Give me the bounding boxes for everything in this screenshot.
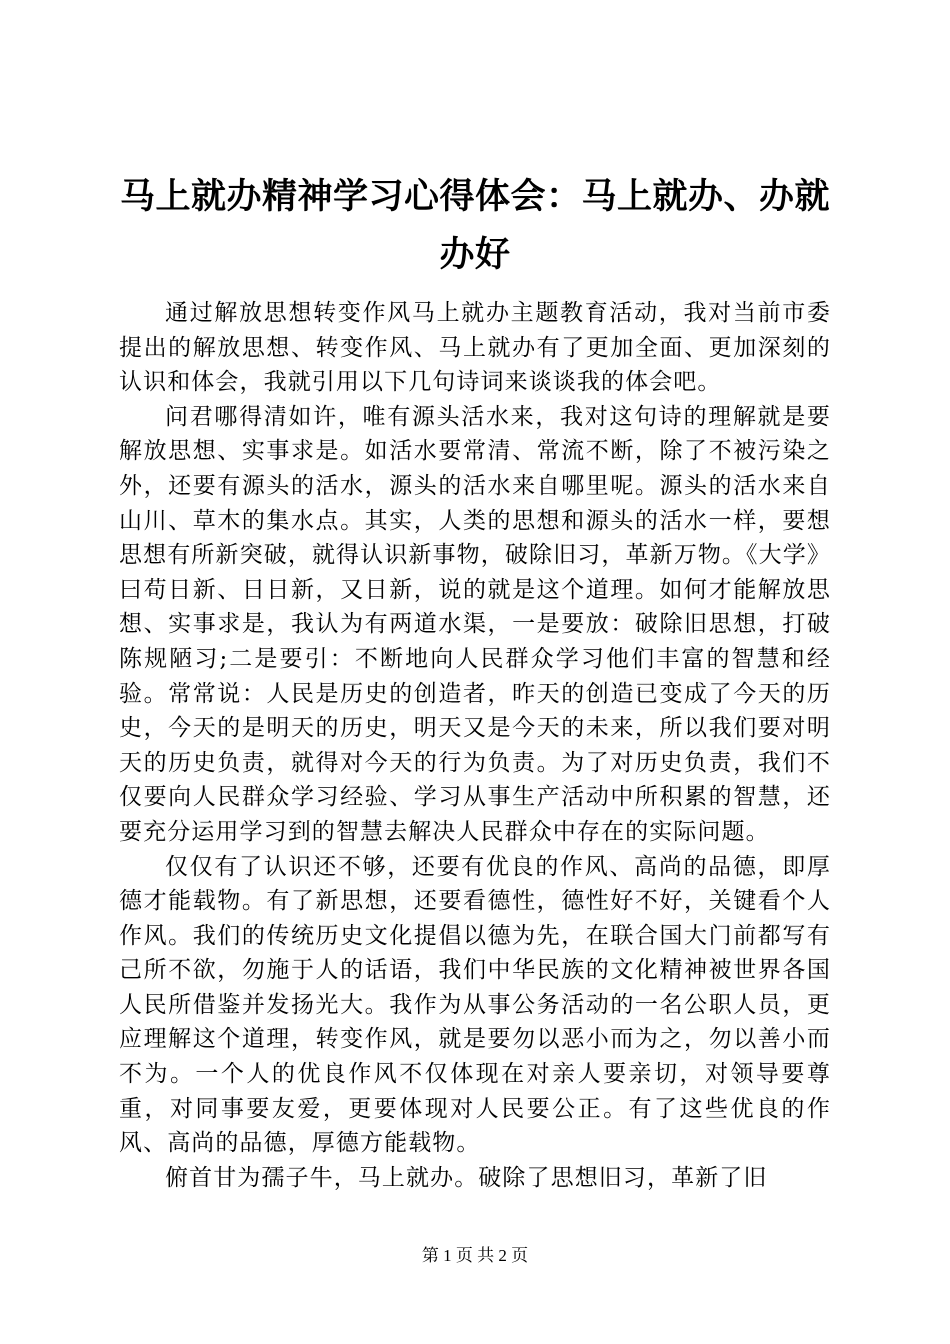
document-title: 马上就办精神学习心得体会：马上就办、办就办好 xyxy=(120,177,831,275)
document-body xyxy=(119,296,831,1195)
page-footer: 第 1 页 共 2 页 xyxy=(421,1246,529,1265)
paragraph-3: 仅仅有了认识还不够，还要有优良的作风、高尚的品德，即厚德才能载物。有了新思想，还要看德性，德性好不好，关键看个人作风。我们的传统历史文化提倡以德为先，在联合国大门前都写有己所不欲，勿施于人的话语，我们中华民族的文化精神被世界各国人民所借鉴并发扬光大。我作为从事公务活动的一名公职人员，更应理解这个道理，转变作风，就是要勿以恶小而为之，勿以善小而不为。一个人的优良作风不仅体现在对亲人要亲切，对领导要尊重，对同事要友爱，更要体现对人民要公正。有了这些优良的作风、高尚的品德，厚德方能载物。 xyxy=(119,853,831,1157)
paragraph-1: 通过解放思想转变作风马上就办主题教育活动，我对当前市委提出的解放思想、转变作风、马上就办有了更加全面、更加深刻的认识和体会，我就引用以下几句诗词来谈谈我的体会吧。 xyxy=(119,300,831,396)
paragraph-2: 问君哪得清如许，唯有源头活水来，我对这句诗的理解就是要解放思想、实事求是。如活水要常清、常流不断，除了不被污染之外，还要有源头的活水，源头的活水来自哪里呢。源头的活水来自山川、草木的集水点。其实，人类的思想和源头的活水一样，要想思想有所新突破，就得认识新事物，破除旧习，革新万物。《大学》曰苟日新、日日新，又日新，说的就是这个道理。如何才能解放思想、实事求是，我认为有两道水渠，一是要放：破除旧思想，打破陈规陋习;二是要引：不断地向人民群众学习他们丰富的智慧和经验。常常说：人民是历史的创造者，昨天的创造已变成了今天的历史，今天的是明天的历史，明天又是今天的未来，所以我们要对明天的历史负责，就得对今天的行为负责。为了对历史负责，我们不仅要向人民群众学习经验、学习从事生产活动中所积累的智慧，还要充分运用学习到的智慧去解决人民群众中存在的实际问题。 xyxy=(119,403,831,845)
paragraph-4: 俯首甘为孺子牛，马上就办。破除了思想旧习，革新了旧 xyxy=(165,1164,768,1191)
